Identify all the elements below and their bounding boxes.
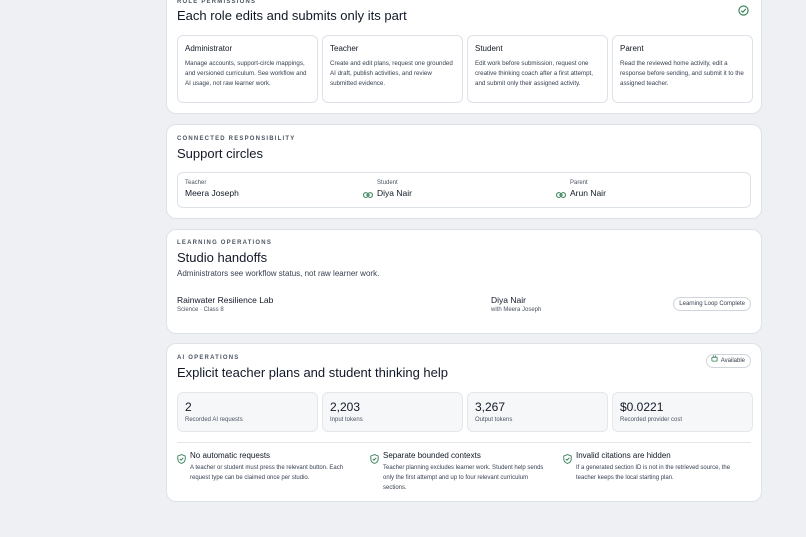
shield-check-icon — [177, 451, 186, 469]
shield-check-icon — [370, 451, 379, 469]
link-icon — [363, 186, 373, 204]
member-role: Student — [377, 180, 398, 186]
handoffs-subtitle: Administrators see workflow status, not raw learner work. — [177, 269, 380, 278]
stat-value: 2 — [185, 400, 192, 414]
ai-operations-card — [166, 343, 762, 502]
member-role: Parent — [570, 180, 588, 186]
circle-member-student — [377, 180, 412, 198]
stat-output-tokens — [467, 392, 608, 432]
role-name: Student — [475, 44, 503, 53]
shield-check-icon — [563, 451, 572, 469]
circles-title: Support circles — [177, 146, 263, 161]
role-name: Parent — [620, 44, 644, 53]
policy-invalid-citations — [563, 451, 745, 483]
aiops-title: Explicit teacher plans and student thinking help — [177, 365, 449, 380]
stat-label: Output tokens — [475, 417, 513, 423]
availability-label: Available — [720, 358, 745, 364]
aiops-eyebrow: AI OPERATIONS — [177, 355, 240, 361]
stat-value: 2,203 — [330, 400, 361, 414]
stat-label: Input tokens — [330, 417, 363, 423]
stat-requests — [177, 392, 318, 432]
member-name: Arun Nair — [570, 188, 606, 198]
role-card-teacher — [322, 35, 463, 103]
policy-title: Invalid citations are hidden — [576, 451, 671, 460]
circles-eyebrow: CONNECTED RESPONSIBILITY — [177, 136, 296, 142]
handoffs-eyebrow: LEARNING OPERATIONS — [177, 240, 273, 246]
support-circle-row[interactable] — [177, 172, 751, 208]
link-icon — [556, 186, 566, 204]
status-badge: Learning Loop Complete — [673, 297, 751, 311]
availability-badge — [706, 354, 751, 368]
role-permissions-card — [166, 0, 762, 114]
role-description: Manage accounts, support-circle mappings, and versioned curriculum. See workflow and AI usage, not raw learner work. — [185, 60, 307, 87]
studio-handoffs-card — [166, 229, 762, 334]
stat-input-tokens — [322, 392, 463, 432]
stat-value: $0.0221 — [620, 400, 664, 414]
role-name: Administrator — [185, 44, 233, 53]
stat-provider-cost — [612, 392, 753, 432]
studio-title[interactable]: Rainwater Resilience Lab — [177, 295, 274, 305]
support-circles-card — [166, 124, 762, 219]
divider — [177, 442, 751, 443]
stat-label: Recorded AI requests — [185, 417, 243, 423]
role-card-parent — [612, 35, 753, 103]
handoffs-title: Studio handoffs — [177, 250, 268, 265]
member-name: Meera Joseph — [185, 188, 239, 198]
circle-member-parent — [570, 180, 606, 198]
policy-no-automatic-requests — [177, 451, 359, 483]
studio-meta: Science · Class 8 — [177, 307, 224, 313]
policy-description: Teacher planning excludes learner work. Student help sends only the first attempt and up to four relevant curriculum sections. — [383, 465, 544, 491]
role-description: Create and edit plans, request one grounded AI draft, publish activities, and review submitted evidence. — [330, 60, 453, 87]
check-circle-icon — [738, 3, 749, 21]
policy-bounded-contexts — [370, 451, 552, 493]
policy-description: A teacher or student must press the relevant button. Each request type can be claimed once per studio. — [190, 465, 344, 481]
member-role: Teacher — [185, 180, 207, 186]
member-name: Diya Nair — [377, 188, 412, 198]
stat-label: Recorded provider cost — [620, 417, 683, 423]
role-description: Edit work before submission, request one creative thinking coach after a first attempt, and submit only their assigned activity. — [475, 60, 593, 87]
role-description: Read the reviewed home activity, edit a response before sending, and submit it to the assigned teacher. — [620, 60, 744, 87]
policy-title: Separate bounded contexts — [383, 451, 481, 460]
role-card-administrator — [177, 35, 318, 103]
studio-student: Diya Nair — [491, 295, 526, 305]
policy-title: No automatic requests — [190, 451, 271, 460]
role-card-student — [467, 35, 608, 103]
policy-description: If a generated section ID is not in the retrieved source, the teacher keeps the local starting plan. — [576, 465, 731, 481]
stat-value: 3,267 — [475, 400, 506, 414]
power-icon — [711, 355, 718, 367]
role-name: Teacher — [330, 44, 359, 53]
studio-teacher: with Meera Joseph — [491, 307, 542, 313]
circle-member-teacher — [185, 180, 239, 198]
roles-title: Each role edits and submits only its part — [177, 8, 407, 23]
roles-eyebrow: ROLE PERMISSIONS — [177, 0, 257, 5]
